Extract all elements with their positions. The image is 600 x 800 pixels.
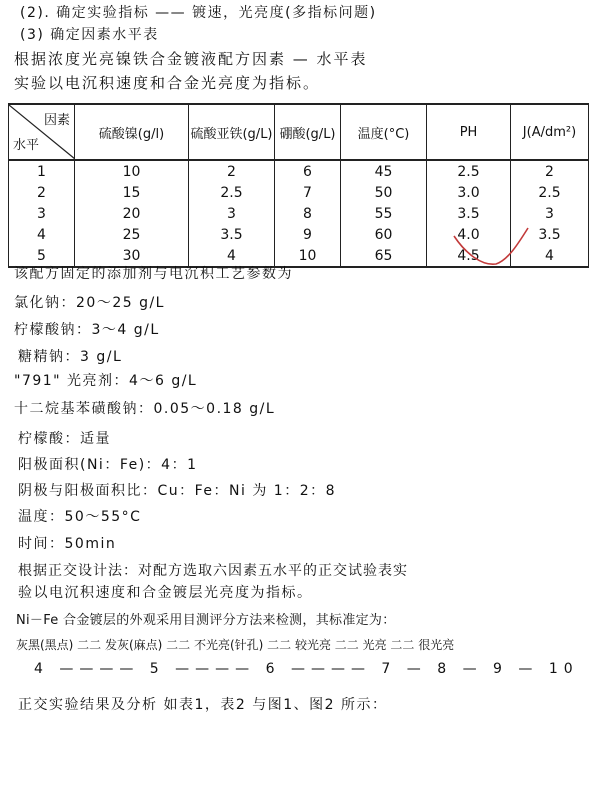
body-line-6: 十二烷基苯磺酸钠：0.05～0.18 g/L [14,401,276,417]
body-line-4: 糖精钠：3 g/L [18,349,123,365]
table-row [9,160,589,182]
header-temperature: 温度(°C) [341,104,427,160]
table-cell: 3 [9,203,75,224]
body-line-11: 时间：50min [18,536,117,552]
body-line-15: 灰黑(黑点) 二二 发灰(麻点) 二二 不光亮(针孔) 二二 较光亮 二二 光亮 二二 很光亮 [16,638,455,652]
table-cell: 15 [75,182,189,203]
header-ph: PH [427,104,511,160]
body-line-3: 柠檬酸钠：3～4 g/L [14,322,160,338]
intro-line-3: 根据浓度光亮镍铁合金镀液配方因素 — 水平表 [14,50,368,68]
table-cell: 10 [275,245,341,267]
table-cell: 4.0 [427,224,511,245]
intro-line-2: (3) 确定因素水平表 [20,27,159,43]
table-cell: 10 [75,160,189,182]
table-cell: 3 [511,203,589,224]
body-line-7: 柠檬酸：适量 [18,431,111,447]
table-cell: 50 [341,182,427,203]
table-cell: 4 [189,245,275,267]
body-line-1: 该配方固定的添加剂与电沉积工艺参数为 [14,266,293,282]
table-row [9,203,589,224]
table-cell: 2 [189,160,275,182]
header-ferrous-sulfate: 硫酸亚铁(g/L) [189,104,275,160]
intro-line-4: 实验以电沉积速度和合金光亮度为指标。 [14,74,321,92]
table-cell: 20 [75,203,189,224]
header-boric-acid: 硼酸(g/L) [275,104,341,160]
table-cell: 30 [75,245,189,267]
body-line-9: 阴极与阳极面积比：Cu：Fe：Ni 为 1：2：8 [18,483,337,499]
header-nickel-sulfate: 硫酸镍(g/l) [75,104,189,160]
table-cell: 55 [341,203,427,224]
table-cell: 3.0 [427,182,511,203]
red-check-mark [452,224,532,274]
body-line-14: Ni－Fe 合金镀层的外观采用目测评分方法来检测，其标准定为： [16,613,396,628]
table-cell: 3.5 [511,224,589,245]
table-cell: 9 [275,224,341,245]
table-cell: 1 [9,160,75,182]
table-cell: 2.5 [511,182,589,203]
table-cell: 2 [9,182,75,203]
table-cell: 65 [341,245,427,267]
table-cell: 2 [511,160,589,182]
table-cell: 3 [189,203,275,224]
table-cell: 4 [9,224,75,245]
table-cell: 4 [511,245,589,267]
table-header-row [9,104,589,160]
table-cell: 8 [275,203,341,224]
body-line-8: 阳极面积(Ni：Fe)：4：1 [18,457,198,473]
table-cell: 60 [341,224,427,245]
corner-level-label: 水平 [13,138,40,153]
body-line-16: 4 ———— 5 ———— 6 ———— 7 — 8 — 9 — 10 [34,661,579,677]
table-cell: 2.5 [427,160,511,182]
table-row [9,182,589,203]
table-cell: 45 [341,160,427,182]
table-cell: 7 [275,182,341,203]
table-cell: 3.5 [427,203,511,224]
body-line-17: 正交实验结果及分析 如表1，表2 与图1、图2 所示： [18,697,388,713]
table-cell: 25 [75,224,189,245]
table-cell: 2.5 [189,182,275,203]
table-corner-cell [9,104,75,160]
table-cell: 3.5 [189,224,275,245]
intro-line-1: (2). 确定实验指标 —— 镀速，光亮度(多指标问题) [20,5,377,21]
body-line-10: 温度：50～55°C [18,509,142,525]
body-line-12: 根据正交设计法：对配方选取六因素五水平的正交试验表实 [18,563,408,579]
body-line-13: 验以电沉积速度和合金镀层光亮度为指标。 [18,585,313,601]
table-cell: 5 [9,245,75,267]
table-cell: 6 [275,160,341,182]
body-line-2: 氯化钠：20～25 g/L [14,295,165,311]
table-cell: 4.5 [427,245,511,267]
body-line-5: "791" 光亮剂：4～6 g/L [14,373,198,389]
corner-factor-label: 因素 [43,113,70,128]
header-current-density: J(A/dm²) [511,104,589,160]
